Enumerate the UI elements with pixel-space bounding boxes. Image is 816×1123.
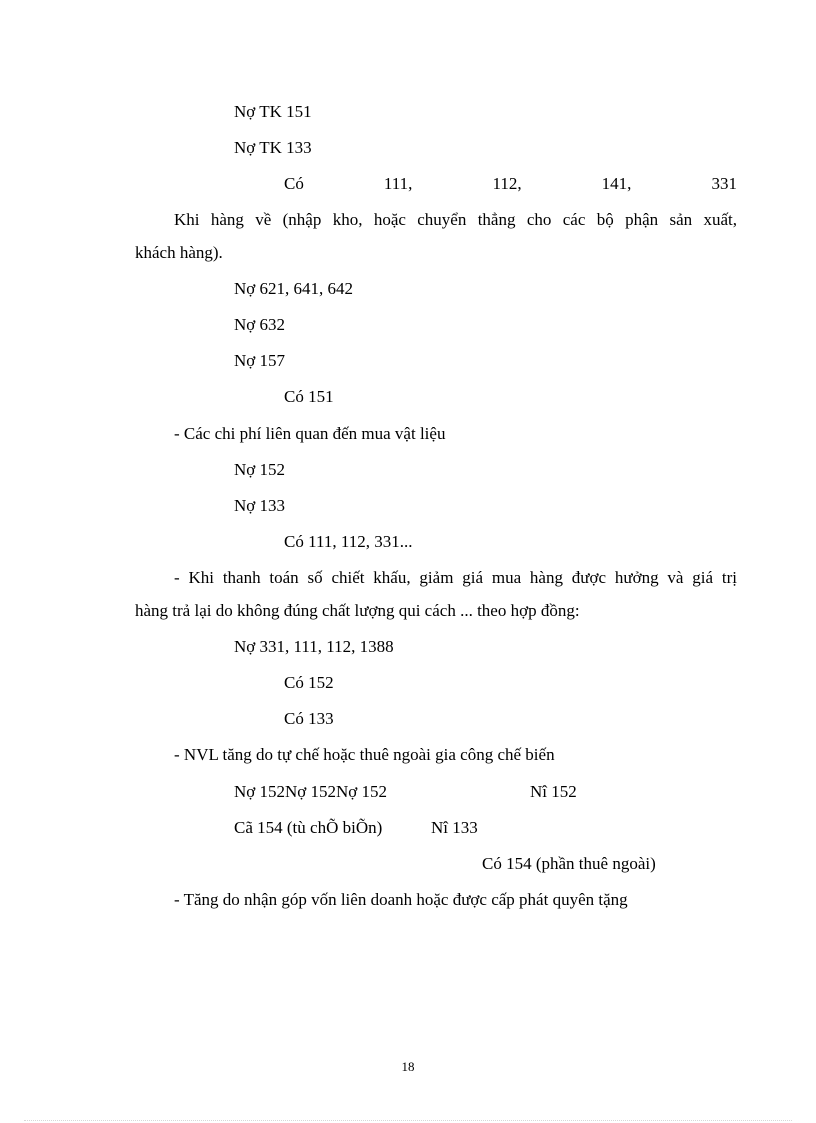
paragraph-goods-arrive-line2: khách hàng).: [135, 243, 223, 262]
entry-debit-152-garbled: Nî 152: [530, 782, 577, 801]
paragraph-discount-line1: - Khi thanh toán số chiết khấu, giảm giá mua hàng được hưởng và giá trị: [174, 568, 737, 587]
entry-debit-133: Nợ 133: [234, 496, 286, 515]
heading-capital-contribution: - Tăng do nhận góp vốn liên doanh hoặc được cấp phát quyên tặng: [174, 890, 628, 909]
page-number: 18: [401, 1059, 415, 1074]
entry-debit-tk133: Nợ TK 133: [234, 138, 312, 157]
credit-account: 331: [711, 174, 737, 193]
paragraph-discount-line2: hàng trả lại do không đúng chất lượng qui cách ... theo hợp đồng:: [135, 601, 580, 620]
credit-account: 112,: [492, 174, 522, 193]
entry-credit-accounts: [284, 174, 737, 194]
entry-credit-133: Có 133: [284, 709, 334, 728]
entry-credit-154-garbled: Cã 154 (tù chÕ biÕn): [234, 818, 383, 837]
entry-debit-621: Nợ 621, 641, 642: [234, 279, 354, 298]
entry-debit-331: Nợ 331, 111, 112, 1388: [234, 637, 394, 656]
paragraph-goods-arrive-line1: Khi hàng về (nhập kho, hoặc chuyển thẳng cho các bộ phận sản xuất,: [174, 210, 737, 229]
entry-debit-152-repeated: Nợ 152Nợ 152Nợ 152: [234, 782, 388, 801]
entry-debit-157: Nợ 157: [234, 351, 286, 370]
entry-debit-632: Nợ 632: [234, 315, 286, 334]
entry-credit-151: Có 151: [284, 387, 334, 406]
entry-debit-133-garbled: Nî 133: [431, 818, 478, 837]
footer-divider: [24, 1120, 792, 1121]
heading-purchase-costs: - Các chi phí liên quan đến mua vật liệu: [174, 424, 446, 443]
entry-debit-tk151: Nợ TK 151: [234, 102, 312, 121]
credit-label: Có: [284, 174, 304, 193]
entry-debit-152: Nợ 152: [234, 460, 286, 479]
entry-credit-111-112-331: Có 111, 112, 331...: [284, 532, 413, 551]
heading-self-made: - NVL tăng do tự chế hoặc thuê ngoài gia công chế biến: [174, 745, 555, 764]
credit-account: 111,: [383, 174, 413, 193]
entry-credit-152: Có 152: [284, 673, 334, 692]
entry-credit-154-outsourced: Có 154 (phần thuê ngoài): [482, 854, 656, 873]
credit-account: 141,: [601, 174, 632, 193]
